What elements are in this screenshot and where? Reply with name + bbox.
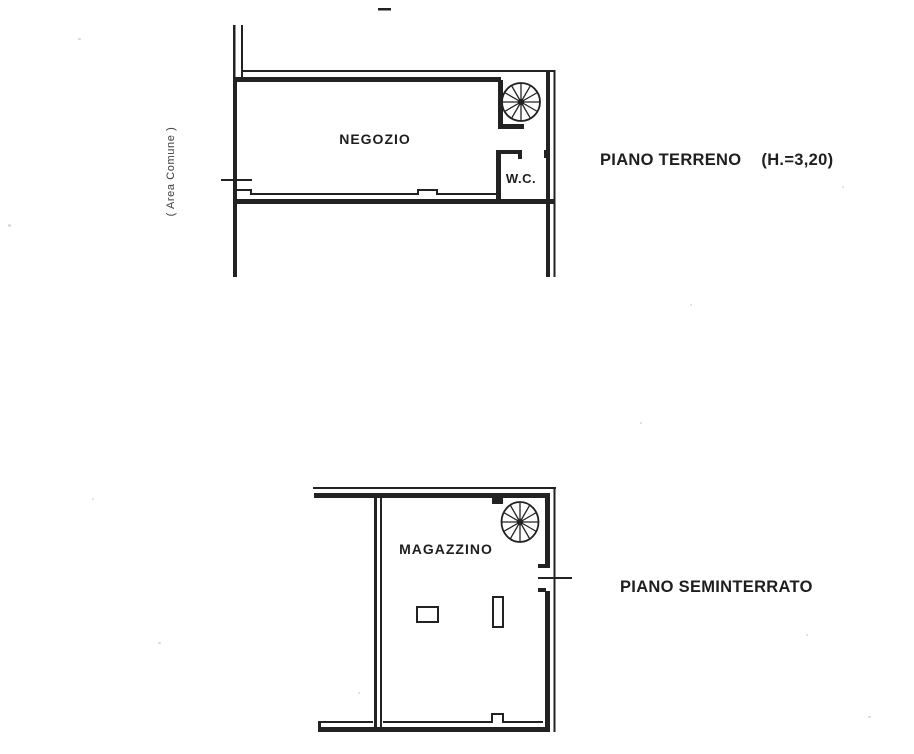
floor-title-text: PIANO SEMINTERRATO: [620, 578, 813, 596]
right-wall-inner-upper: [545, 493, 550, 568]
bottom-wall: [318, 727, 548, 732]
bottom-wall-inner-line: [237, 190, 498, 194]
spiral-staircase-icon: [502, 83, 540, 121]
right-wall-inner: [546, 70, 550, 277]
scan-speck: [158, 642, 161, 644]
door-tick: [538, 577, 572, 579]
wc-door-jamb-left: [518, 150, 522, 159]
scan-speck: [640, 422, 642, 424]
room-label-wc: W.C.: [505, 171, 537, 186]
top-wall-outer-line: [243, 70, 555, 72]
door-jamb-lower: [538, 588, 546, 592]
stair-alcove-wall-horizontal: [498, 124, 524, 129]
scan-speck: [78, 38, 81, 40]
top-wall-outer-line: [313, 487, 556, 489]
sheet-top-dash: [378, 8, 391, 11]
floor-title-text: PIANO TERRENO: [600, 151, 742, 169]
room-label-magazzino: MAGAZZINO: [399, 541, 493, 557]
scan-speck: [868, 716, 871, 718]
right-wall-outer: [554, 70, 556, 277]
right-wall-outer: [554, 487, 556, 732]
top-wall: [314, 493, 549, 498]
scan-speck: [806, 634, 808, 636]
piano-seminterrato-drawing: [313, 487, 572, 732]
pillar-horizontal: [417, 607, 438, 622]
spiral-staircase-icon: [501, 502, 539, 542]
left-wall: [233, 77, 237, 277]
bottom-wall-left-cap: [318, 721, 321, 732]
scan-speck: [8, 224, 11, 227]
scan-speck: [842, 186, 844, 188]
wc-door-jamb-right: [544, 150, 549, 158]
top-wall-notch: [492, 497, 503, 504]
floor-height-note: (H.=3,20): [761, 151, 834, 169]
left-wall-upper-inner: [241, 25, 243, 80]
left-wall-outer: [374, 497, 377, 729]
pillar-vertical: [493, 597, 503, 627]
piano-terreno-drawing: [221, 25, 555, 277]
door-jamb-upper: [538, 564, 546, 568]
floor-title-piano-seminterrato: [620, 578, 813, 597]
right-wall-inner-lower: [545, 591, 550, 732]
bottom-wall: [233, 199, 555, 204]
floor-title-piano-terreno: [600, 151, 833, 170]
bottom-wall-inner-line: [383, 714, 543, 722]
top-wall: [234, 77, 501, 82]
area-comune-annotation: ( Area Comune ): [165, 126, 177, 217]
left-wall-inner: [380, 497, 382, 729]
bottom-wall-inner-line-left: [320, 721, 373, 723]
scan-speck: [358, 692, 360, 694]
room-label-negozio: NEGOZIO: [339, 131, 411, 147]
scan-speck: [92, 498, 94, 500]
scan-speck: [690, 304, 692, 306]
left-wall-upper-outer: [233, 25, 236, 80]
left-wall-tick: [221, 179, 252, 181]
